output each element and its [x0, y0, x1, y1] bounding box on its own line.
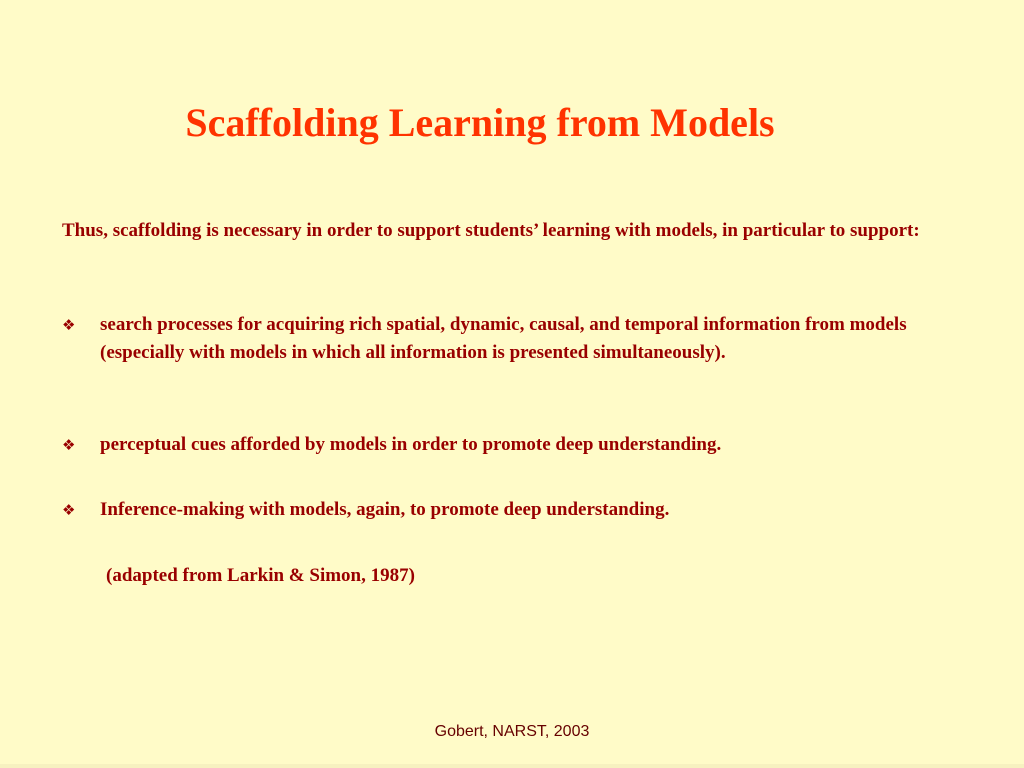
- slide-bottom-edge: [0, 764, 1024, 768]
- citation: (adapted from Larkin & Simon, 1987): [106, 565, 415, 586]
- diamond-bullet-icon: ❖: [62, 436, 76, 454]
- bullet-text: perceptual cues afforded by models in order to promote deep understanding.: [100, 434, 722, 455]
- slide-footer: Gobert, NARST, 2003: [434, 723, 590, 740]
- bullet-text: Inference-making with models, again, to promote deep understanding.: [100, 499, 670, 520]
- intro-paragraph: Thus, scaffolding is necessary in order to support students’ learning with models, in particular to support:: [62, 220, 920, 241]
- diamond-bullet-icon: ❖: [62, 501, 76, 519]
- slide-title: Scaffolding Learning from Models: [185, 100, 775, 145]
- diamond-bullet-icon: ❖: [62, 316, 76, 334]
- bullet-text: search processes for acquiring rich spatial, dynamic, causal, and temporal information from models (especially with models in which all information is presented simultaneously).: [100, 314, 907, 363]
